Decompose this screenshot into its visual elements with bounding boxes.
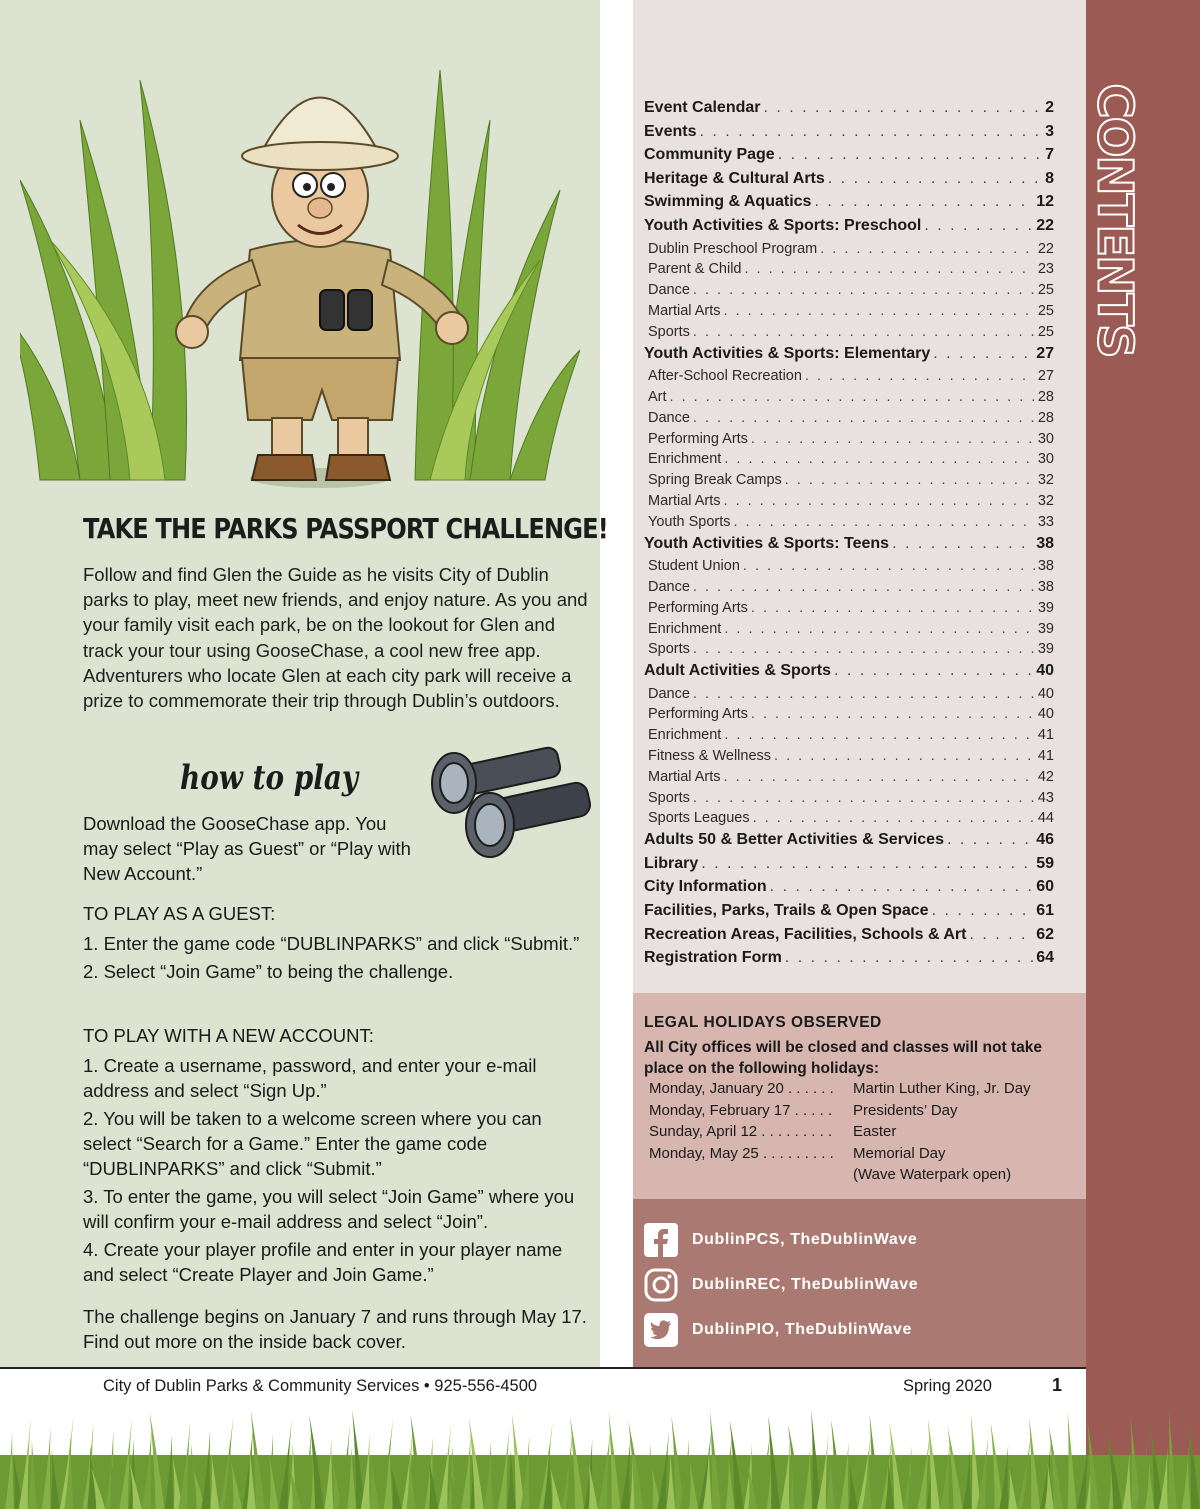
toc-entry-label: Performing Arts xyxy=(648,430,748,447)
toc-entry[interactable] xyxy=(644,410,1054,431)
challenge-intro: Follow and find Glen the Guide as he visits City of Dublin parks to play, meet new friends, and enjoy nature. As you and your family visit each park, be on the lookout for Glen and track your tour using GooseChase, a cool new free app. Adventurers who locate Glen at each city park will receive a prize to commemorate their trip through Dublin’s outdoors. xyxy=(83,564,588,712)
toc-entry-label: Registration Form xyxy=(644,949,782,967)
toc-leader-dots xyxy=(693,790,1035,806)
toc-leader-dots xyxy=(828,170,1042,188)
toc-entry-label: Library xyxy=(644,854,699,872)
toc-entry-page: 27 xyxy=(1037,368,1054,385)
contents-label xyxy=(1086,83,1144,357)
toc-entry-page: 23 xyxy=(1037,261,1054,278)
toc-leader-dots xyxy=(834,662,1033,680)
toc-leader-dots xyxy=(701,855,1033,873)
toc-leader-dots xyxy=(743,558,1035,574)
toc-entry-label: Dance xyxy=(648,409,690,426)
grass-border-illustration xyxy=(0,1395,1200,1509)
toc-entry[interactable] xyxy=(644,600,1054,621)
toc-entry-page: 59 xyxy=(1036,854,1054,872)
toc-entry-label: Event Calendar xyxy=(644,99,761,116)
toc-leader-dots xyxy=(785,472,1035,488)
account-heading: TO PLAY WITH A NEW ACCOUNT: xyxy=(83,1025,374,1046)
toc-entry[interactable] xyxy=(644,641,1054,662)
how-to-play-title: how to play xyxy=(180,758,359,798)
toc-entry[interactable] xyxy=(644,579,1054,600)
toc-entry-label: Sports Leagues xyxy=(648,810,750,827)
binoculars-icon xyxy=(420,745,600,865)
toc-entry-page: 42 xyxy=(1037,768,1054,785)
toc-leader-dots xyxy=(724,303,1035,319)
toc-leader-dots xyxy=(693,410,1035,426)
toc-entry-page: 2 xyxy=(1045,99,1054,116)
toc-leader-dots xyxy=(785,949,1033,967)
toc-entry-page: 7 xyxy=(1045,146,1054,164)
holiday-row xyxy=(649,1145,1069,1167)
toc-leader-dots xyxy=(774,748,1035,764)
toc-entry-label: Recreation Areas, Facilities, Schools & Art xyxy=(644,925,967,943)
guest-step: 2. Select “Join Game” to being the challenge. xyxy=(83,961,454,982)
toc-entry[interactable] xyxy=(644,926,1054,950)
toc-leader-dots xyxy=(969,926,1033,944)
toc-leader-dots xyxy=(693,641,1035,657)
toc-leader-dots xyxy=(770,878,1034,896)
toc-entry[interactable] xyxy=(644,303,1054,324)
toc-entry[interactable] xyxy=(644,686,1054,707)
toc-entry-page: 46 xyxy=(1036,831,1054,849)
toc-entry-page: 40 xyxy=(1036,662,1054,680)
instagram-icon xyxy=(644,1268,678,1302)
challenge-title: TAKE THE PARKS PASSPORT CHALLENGE! xyxy=(83,512,608,545)
toc-entry-label: Enrichment xyxy=(648,451,722,468)
toc-entry-label: Swimming & Aquatics xyxy=(644,193,812,211)
toc-leader-dots xyxy=(751,431,1035,447)
toc-leader-dots xyxy=(693,579,1035,595)
toc-entry[interactable] xyxy=(644,282,1054,303)
toc-entry-page: 28 xyxy=(1037,388,1054,405)
toc-entry-label: Community Page xyxy=(644,146,775,164)
toc-entry[interactable] xyxy=(644,99,1054,123)
toc-leader-dots xyxy=(805,368,1035,384)
toc-leader-dots xyxy=(724,493,1035,509)
toc-leader-dots xyxy=(947,831,1033,849)
toc-entry[interactable] xyxy=(644,493,1054,514)
twitter-handles: DublinPIO, TheDublinWave xyxy=(692,1321,913,1338)
toc-entry-page: 25 xyxy=(1037,302,1054,319)
holiday-name: Presidents’ Day xyxy=(853,1101,958,1119)
toc-entry-label: Sports xyxy=(648,323,690,340)
toc-entry-page: 22 xyxy=(1036,216,1054,234)
account-step: 2. You will be taken to a welcome screen where you can select “Search for a Game.” Enter the game code “DUBLINPARKS” and click “Submit.” xyxy=(83,1108,542,1179)
toc-entry-label: Dance xyxy=(648,282,690,299)
toc-entry-page: 28 xyxy=(1037,409,1054,426)
toc-leader-dots xyxy=(892,535,1033,553)
contents-label-text: CONTENTS xyxy=(1087,83,1143,357)
toc-entry-label: Youth Activities & Sports: Preschool xyxy=(644,216,922,234)
toc-entry[interactable] xyxy=(644,706,1054,727)
toc-entry[interactable] xyxy=(644,727,1054,748)
toc-entry[interactable] xyxy=(644,621,1054,642)
toc-entry-label: Performing Arts xyxy=(648,599,748,616)
toc-entry[interactable] xyxy=(644,472,1054,493)
toc-leader-dots xyxy=(724,451,1035,467)
toc-entry-label: Youth Sports xyxy=(648,513,731,530)
holiday-row xyxy=(649,1080,1069,1102)
toc-entry-page: 60 xyxy=(1036,878,1054,896)
toc-entry-page: 39 xyxy=(1037,599,1054,616)
toc-entry-label: Sports xyxy=(648,641,690,658)
account-step: 4. Create your player profile and enter in your player name and select “Create Player and Join Game.” xyxy=(83,1239,563,1285)
table-of-contents xyxy=(644,99,1054,973)
holiday-row xyxy=(649,1123,1069,1145)
toc-entry-page: 43 xyxy=(1037,789,1054,806)
toc-entry[interactable] xyxy=(644,949,1054,973)
toc-leader-dots xyxy=(699,123,1042,141)
toc-entry-page: 30 xyxy=(1037,451,1054,468)
holiday-name: Easter xyxy=(853,1123,897,1140)
holiday-row xyxy=(649,1102,1069,1124)
holiday-date: Monday, January 20 . . . . . . xyxy=(649,1080,834,1097)
toc-entry-label: City Information xyxy=(644,878,767,896)
toc-entry-page: 40 xyxy=(1037,706,1054,723)
toc-entry-label: After-School Recreation xyxy=(648,368,802,385)
toc-entry-page: 25 xyxy=(1037,323,1054,340)
toc-leader-dots xyxy=(693,282,1035,298)
toc-entry-page: 30 xyxy=(1037,430,1054,447)
facebook-handles: DublinPCS, TheDublinWave xyxy=(692,1231,918,1248)
toc-entry[interactable] xyxy=(644,431,1054,452)
toc-entry[interactable] xyxy=(644,902,1054,926)
toc-entry-page: 44 xyxy=(1037,810,1054,827)
twitter-icon xyxy=(644,1313,678,1347)
holiday-name: Martin Luther King, Jr. Day xyxy=(853,1080,1031,1097)
toc-entry[interactable] xyxy=(644,878,1054,902)
toc-entry-label: Martial Arts xyxy=(648,768,721,785)
toc-entry[interactable] xyxy=(644,535,1054,559)
instagram-handles: DublinREC, TheDublinWave xyxy=(692,1276,919,1293)
toc-entry-page: 62 xyxy=(1036,925,1054,943)
toc-entry[interactable] xyxy=(644,810,1054,831)
toc-entry[interactable] xyxy=(644,831,1054,855)
account-step: 1. Create a username, password, and enter your e-mail address and select “Sign Up.” xyxy=(83,1055,537,1101)
toc-entry-label: Dance xyxy=(648,685,690,702)
toc-entry[interactable] xyxy=(644,855,1054,879)
toc-leader-dots xyxy=(670,389,1035,405)
toc-entry-page: 40 xyxy=(1037,685,1054,702)
toc-leader-dots xyxy=(924,217,1033,235)
toc-entry-label: Enrichment xyxy=(648,620,722,637)
toc-leader-dots xyxy=(693,324,1035,340)
toc-entry-label: Martial Arts xyxy=(648,302,721,319)
toc-entry-page: 22 xyxy=(1037,240,1054,257)
toc-entry-page: 39 xyxy=(1037,641,1054,658)
footer-divider xyxy=(0,1367,1086,1369)
toc-entry-page: 8 xyxy=(1045,169,1054,187)
toc-entry-page: 39 xyxy=(1037,620,1054,637)
instagram-link[interactable] xyxy=(644,1268,918,1302)
toc-entry-label: Performing Arts xyxy=(648,706,748,723)
toc-entry-page: 64 xyxy=(1036,949,1054,967)
toc-entry-page: 32 xyxy=(1037,472,1054,489)
toc-entry-label: Student Union xyxy=(648,558,740,575)
toc-entry-label: Sports xyxy=(648,789,690,806)
account-step: 3. To enter the game, you will select “Join Game” where you will confirm your e-mail address and select “Join”. xyxy=(83,1186,575,1232)
toc-entry[interactable] xyxy=(644,769,1054,790)
toc-entry-label: Youth Activities & Sports: Teens xyxy=(644,534,890,552)
toc-leader-dots xyxy=(693,686,1035,702)
toc-leader-dots xyxy=(724,769,1035,785)
glen-the-guide-illustration xyxy=(20,60,580,510)
holiday-date: Monday, May 25 . . . . . . . . . xyxy=(649,1144,834,1162)
toc-entry-label: Martial Arts xyxy=(648,492,721,509)
toc-leader-dots xyxy=(753,810,1035,826)
toc-entry-page: 38 xyxy=(1036,534,1054,552)
toc-leader-dots xyxy=(763,99,1042,117)
toc-entry-label: Art xyxy=(648,388,667,405)
toc-entry-page: 61 xyxy=(1036,902,1054,920)
holidays-list xyxy=(649,1080,1069,1187)
toc-entry-label: Adults 50 & Better Activities & Services xyxy=(644,831,944,849)
toc-entry[interactable] xyxy=(644,389,1054,410)
holidays-title: LEGAL HOLIDAYS OBSERVED xyxy=(644,1014,882,1031)
toc-leader-dots xyxy=(751,706,1035,722)
toc-entry[interactable] xyxy=(644,748,1054,769)
footer-organization: City of Dublin Parks & Community Services • 925-556-4500 xyxy=(103,1377,538,1395)
toc-entry-page: 27 xyxy=(1036,344,1054,362)
toc-entry-page: 12 xyxy=(1036,193,1054,211)
toc-entry-page: 3 xyxy=(1045,122,1054,140)
toc-entry-label: Heritage & Cultural Arts xyxy=(644,169,825,187)
toc-entry-page: 38 xyxy=(1037,578,1054,595)
toc-entry-label: Parent & Child xyxy=(648,261,742,278)
guest-heading: TO PLAY AS A GUEST: xyxy=(83,903,276,924)
toc-leader-dots xyxy=(751,600,1035,616)
download-instructions: Download the GooseChase app. You may select “Play as Guest” or “Play with New Account.” xyxy=(83,813,411,884)
toc-entry-page: 25 xyxy=(1037,282,1054,299)
toc-entry[interactable] xyxy=(644,193,1054,217)
guest-steps xyxy=(83,931,588,987)
holiday-name: Memorial Day xyxy=(853,1144,946,1162)
toc-entry[interactable] xyxy=(644,217,1054,241)
toc-entry[interactable] xyxy=(644,662,1054,686)
facebook-link[interactable] xyxy=(644,1223,917,1257)
toc-entry[interactable] xyxy=(644,241,1054,262)
page-number: 1 xyxy=(1052,1375,1063,1395)
facebook-icon xyxy=(644,1223,678,1257)
toc-entry-page: 33 xyxy=(1037,513,1054,530)
toc-entry[interactable] xyxy=(644,558,1054,579)
toc-entry-page: 32 xyxy=(1037,492,1054,509)
toc-entry-label: Dublin Preschool Program xyxy=(648,240,818,257)
toc-leader-dots xyxy=(932,902,1034,920)
account-steps xyxy=(83,1053,588,1290)
toc-entry-label: Facilities, Parks, Trails & Open Space xyxy=(644,902,929,920)
toc-leader-dots xyxy=(734,514,1035,530)
toc-entry[interactable] xyxy=(644,790,1054,811)
toc-leader-dots xyxy=(820,241,1035,257)
toc-entry-page: 41 xyxy=(1037,748,1054,765)
toc-entry[interactable] xyxy=(644,514,1054,535)
toc-entry-label: Adult Activities & Sports xyxy=(644,662,831,680)
toc-leader-dots xyxy=(778,146,1042,164)
holidays-note: All City offices will be closed and classes will not take place on the following holidays: xyxy=(644,1039,1042,1077)
toc-leader-dots xyxy=(745,261,1035,277)
challenge-closing: The challenge begins on January 7 and runs through May 17. Find out more on the inside back cover. xyxy=(83,1306,587,1352)
toc-entry[interactable] xyxy=(644,345,1054,369)
toc-entry[interactable] xyxy=(644,123,1054,147)
toc-entry-page: 38 xyxy=(1037,558,1054,575)
toc-entry[interactable] xyxy=(644,146,1054,170)
toc-entry-label: Enrichment xyxy=(648,727,722,744)
toc-leader-dots xyxy=(814,193,1033,211)
toc-leader-dots xyxy=(724,621,1035,637)
memorial-day-note: (Wave Waterpark open) xyxy=(853,1166,1012,1183)
toc-entry-label: Dance xyxy=(648,578,690,595)
toc-entry[interactable] xyxy=(644,261,1054,282)
holiday-date: Sunday, April 12 . . . . . . . . . xyxy=(649,1123,833,1140)
toc-entry[interactable] xyxy=(644,170,1054,194)
footer-season: Spring 2020 xyxy=(903,1377,992,1395)
toc-entry-label: Youth Activities & Sports: Elementary xyxy=(644,344,931,362)
toc-entry-label: Fitness & Wellness xyxy=(648,748,772,765)
toc-leader-dots xyxy=(933,345,1033,363)
toc-leader-dots xyxy=(724,727,1035,743)
toc-entry-label: Events xyxy=(644,122,697,140)
toc-entry[interactable] xyxy=(644,451,1054,472)
toc-entry-page: 41 xyxy=(1037,727,1054,744)
toc-entry[interactable] xyxy=(644,324,1054,345)
guest-step: 1. Enter the game code “DUBLINPARKS” and click “Submit.” xyxy=(83,933,580,954)
holiday-date: Monday, February 17 . . . . . xyxy=(649,1101,833,1119)
toc-entry[interactable] xyxy=(644,368,1054,389)
twitter-link[interactable] xyxy=(644,1313,912,1347)
toc-entry-label: Spring Break Camps xyxy=(648,472,782,489)
